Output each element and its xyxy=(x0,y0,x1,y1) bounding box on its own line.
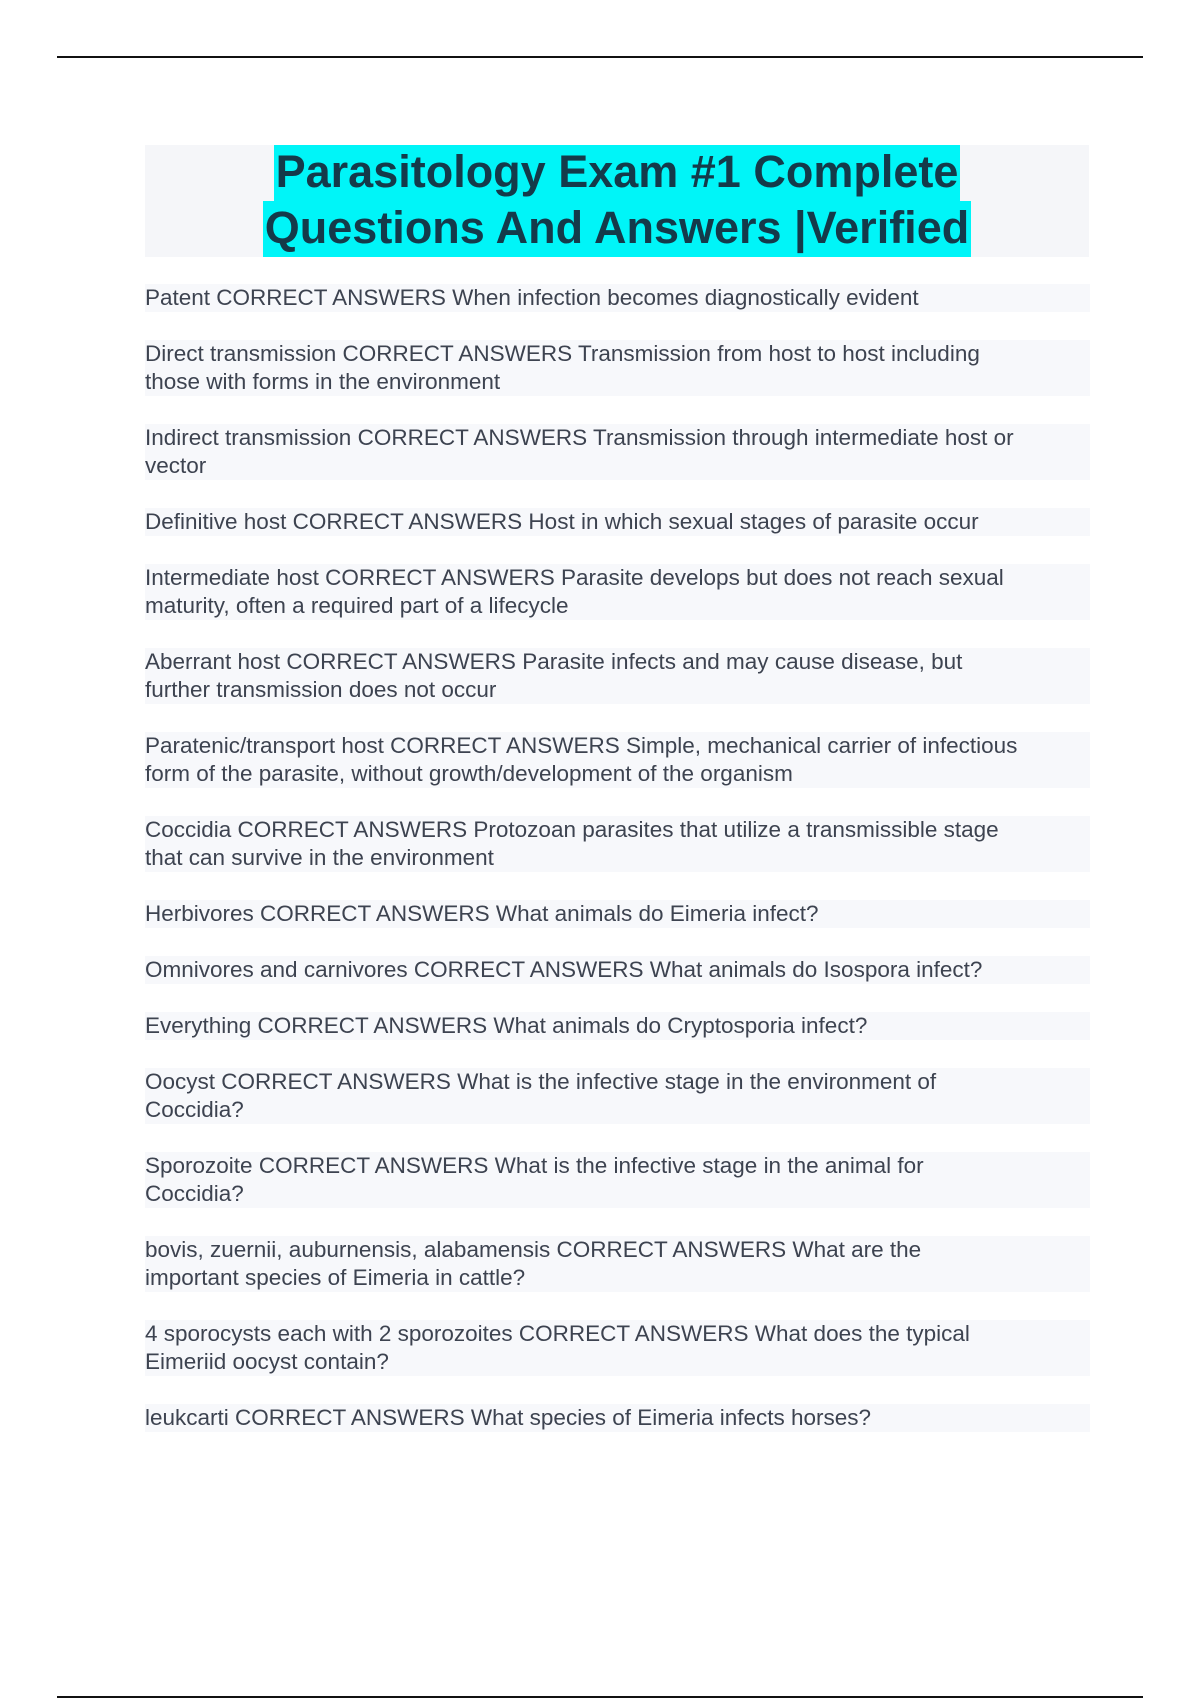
qa-line-1: Sporozoite CORRECT ANSWERS What is the infective stage in the animal for xyxy=(145,1153,924,1178)
qa-line-1: Coccidia CORRECT ANSWERS Protozoan parasites that utilize a transmissible stage xyxy=(145,817,999,842)
qa-line-2: those with forms in the environment xyxy=(145,369,501,394)
qa-item xyxy=(145,1320,1090,1376)
qa-line-1: 4 sporocysts each with 2 sporozoites CORRECT ANSWERS What does the typical xyxy=(145,1321,970,1346)
qa-line-2: form of the parasite, without growth/development of the organism xyxy=(145,761,793,786)
qa-line-2: important species of Eimeria in cattle? xyxy=(145,1265,526,1290)
qa-item xyxy=(145,1012,1090,1040)
top-rule xyxy=(57,56,1143,58)
qa-line-1: Patent CORRECT ANSWERS When infection becomes diagnostically evident xyxy=(145,285,919,310)
qa-line-2: vector xyxy=(145,453,207,478)
qa-line-1: Omnivores and carnivores CORRECT ANSWERS What animals do Isospora infect? xyxy=(145,957,983,982)
qa-line-1: bovis, zuernii, auburnensis, alabamensis CORRECT ANSWERS What are the xyxy=(145,1237,922,1262)
document-title xyxy=(145,145,1089,257)
qa-line-1: Indirect transmission CORRECT ANSWERS Transmission through intermediate host or xyxy=(145,425,1014,450)
qa-line-1: Paratenic/transport host CORRECT ANSWERS Simple, mechanical carrier of infectious xyxy=(145,733,1018,758)
qa-list xyxy=(145,284,1090,1460)
title-line-2: Questions And Answers |Verified xyxy=(263,201,971,257)
qa-item xyxy=(145,340,1090,396)
qa-line-1: Definitive host CORRECT ANSWERS Host in which sexual stages of parasite occur xyxy=(145,509,979,534)
qa-item xyxy=(145,732,1090,788)
qa-line-1: Direct transmission CORRECT ANSWERS Transmission from host to host including xyxy=(145,341,980,366)
title-line-1: Parasitology Exam #1 Complete xyxy=(274,145,961,201)
qa-item xyxy=(145,1236,1090,1292)
qa-line-2: maturity, often a required part of a lifecycle xyxy=(145,593,569,618)
qa-line-2: that can survive in the environment xyxy=(145,845,494,870)
qa-item xyxy=(145,1068,1090,1124)
qa-item xyxy=(145,956,1090,984)
qa-line-1: Herbivores CORRECT ANSWERS What animals do Eimeria infect? xyxy=(145,901,819,926)
qa-item xyxy=(145,816,1090,872)
bottom-rule xyxy=(57,1696,1143,1698)
qa-line-1: leukcarti CORRECT ANSWERS What species of Eimeria infects horses? xyxy=(145,1405,872,1430)
qa-line-2: Coccidia? xyxy=(145,1097,244,1122)
qa-item xyxy=(145,1152,1090,1208)
qa-item xyxy=(145,508,1090,536)
qa-item xyxy=(145,900,1090,928)
qa-line-1: Aberrant host CORRECT ANSWERS Parasite infects and may cause disease, but xyxy=(145,649,963,674)
qa-line-2: Eimeriid oocyst contain? xyxy=(145,1349,389,1374)
qa-item xyxy=(145,284,1090,312)
qa-line-2: further transmission does not occur xyxy=(145,677,497,702)
qa-item xyxy=(145,648,1090,704)
qa-line-1: Oocyst CORRECT ANSWERS What is the infective stage in the environment of xyxy=(145,1069,937,1094)
qa-item xyxy=(145,1404,1090,1432)
qa-line-2: Coccidia? xyxy=(145,1181,244,1206)
qa-item xyxy=(145,424,1090,480)
qa-item xyxy=(145,564,1090,620)
qa-line-1: Intermediate host CORRECT ANSWERS Parasite develops but does not reach sexual xyxy=(145,565,1004,590)
qa-line-1: Everything CORRECT ANSWERS What animals do Cryptosporia infect? xyxy=(145,1013,868,1038)
